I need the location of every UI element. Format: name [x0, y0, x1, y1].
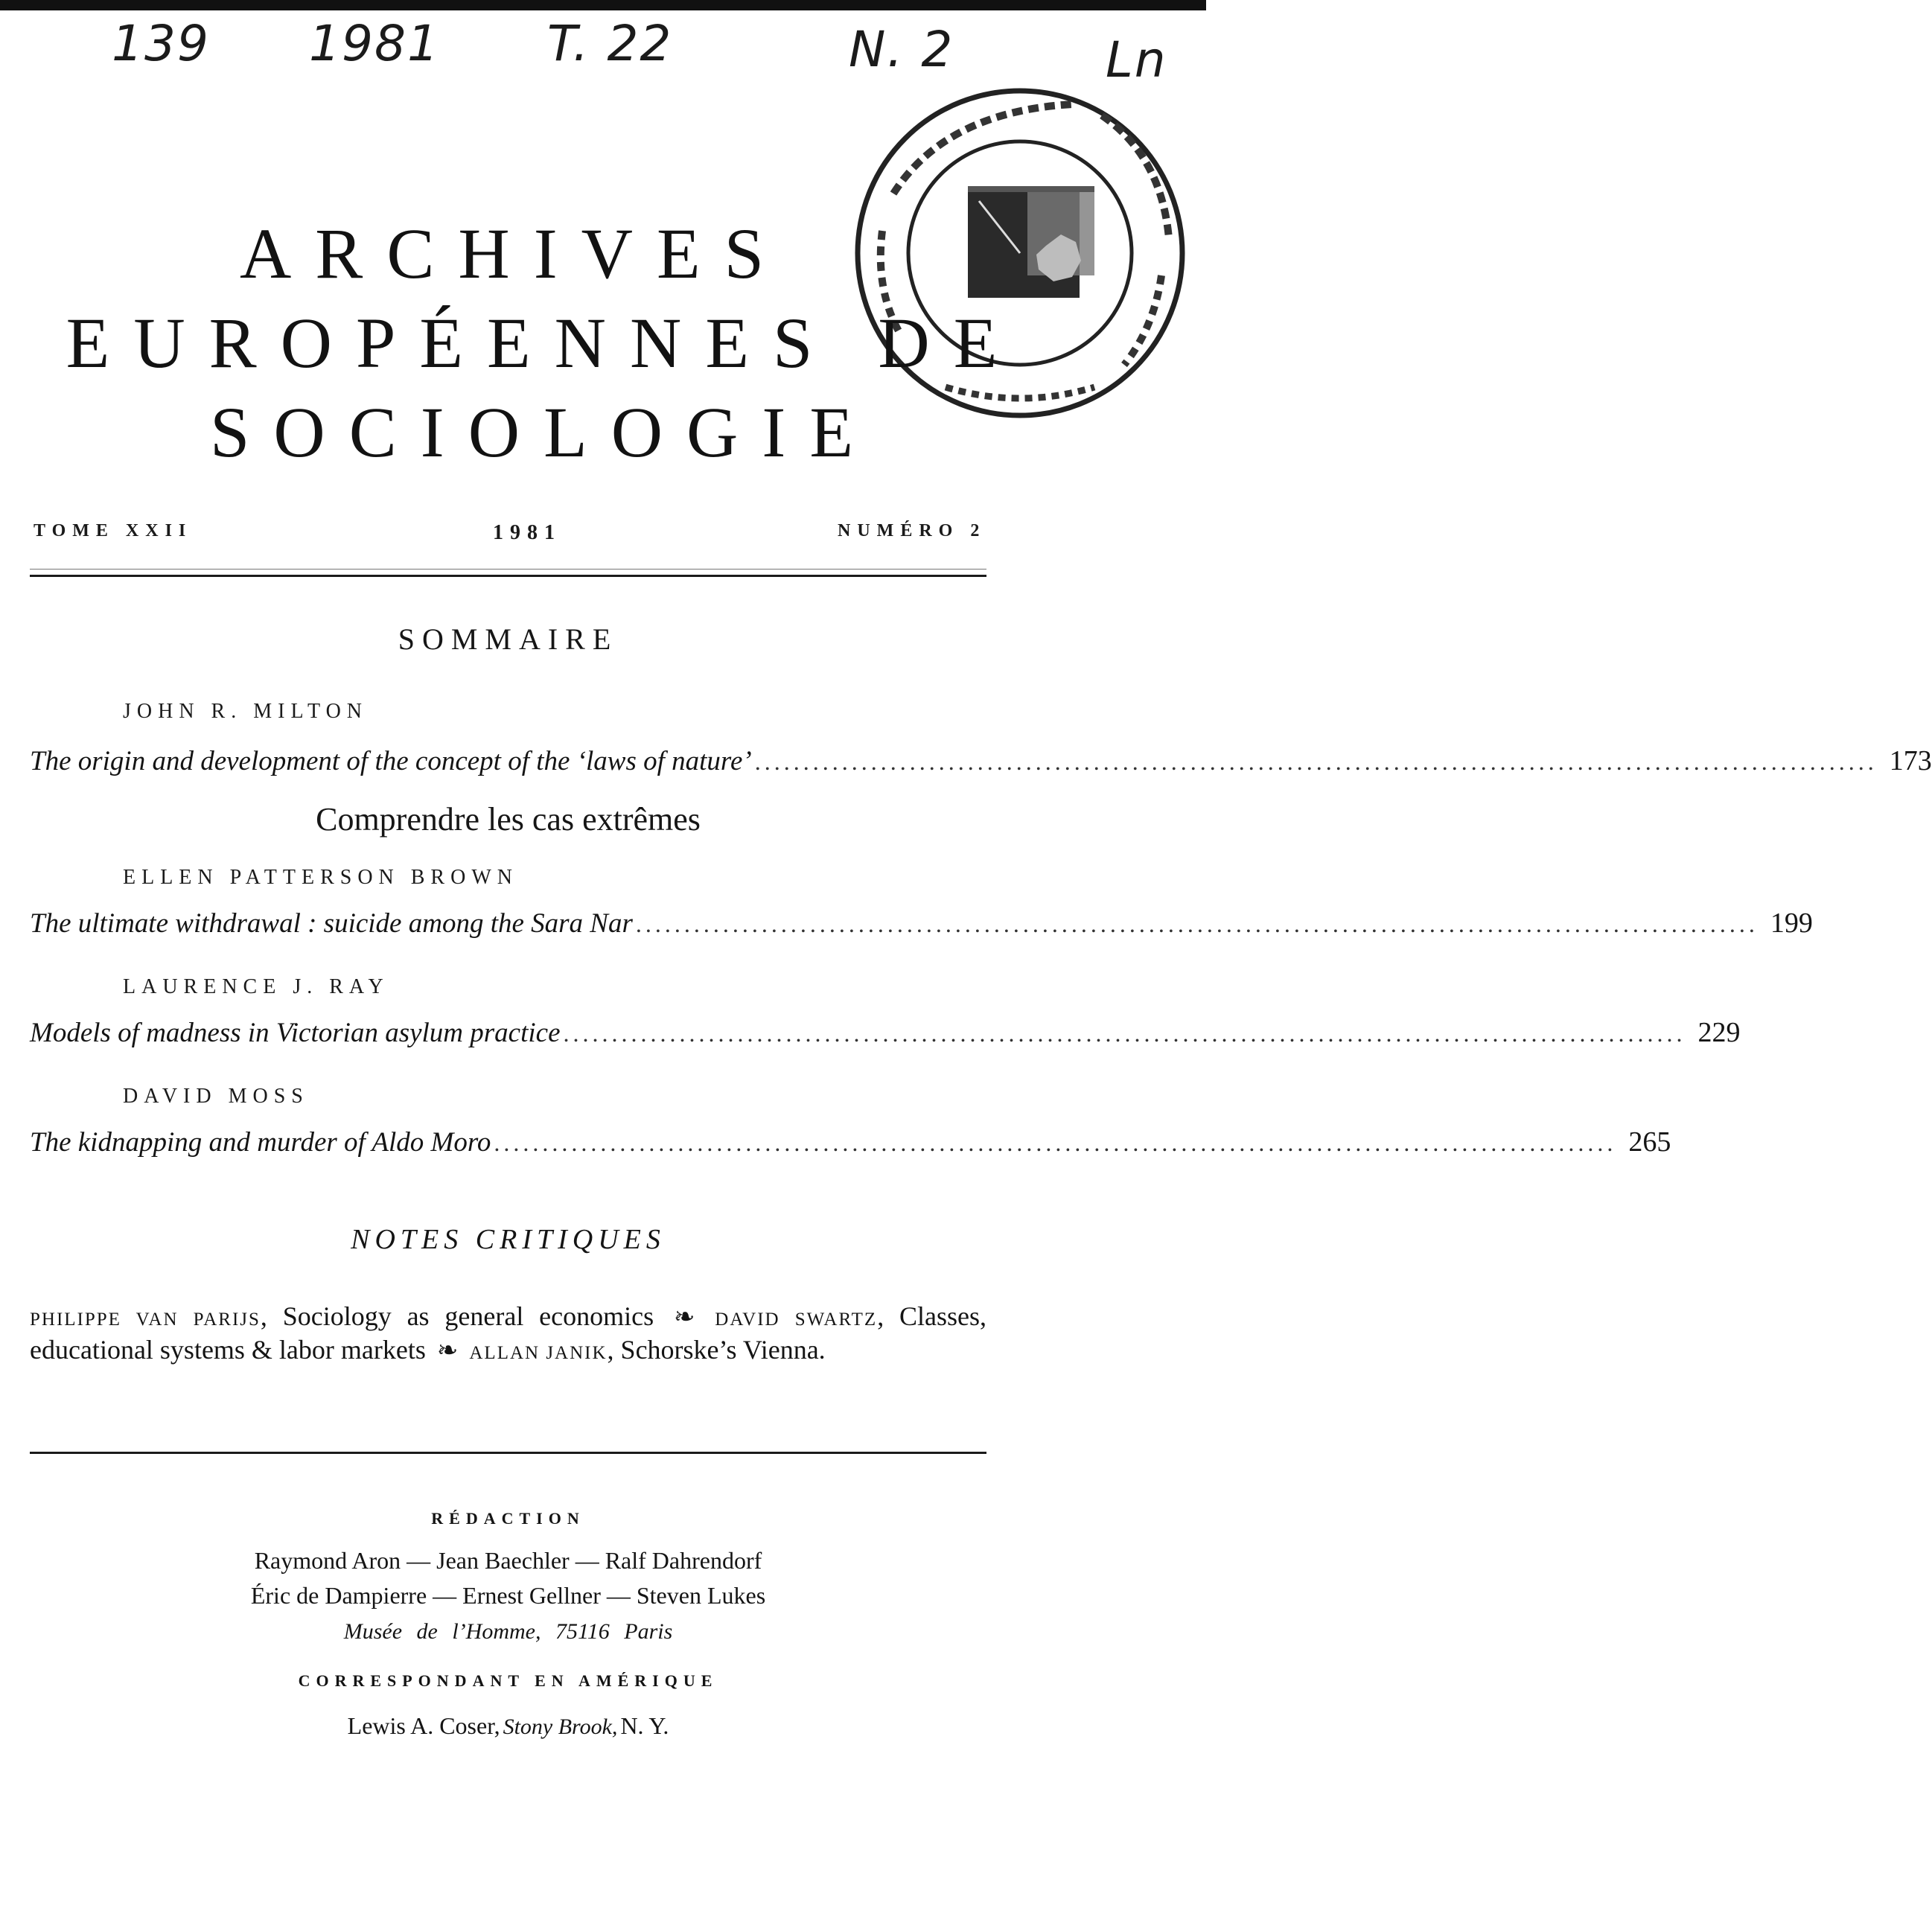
- sommaire-heading: SOMMAIRE: [398, 622, 619, 656]
- redaction-names-line-1: [30, 1547, 986, 1575]
- notes-critiques-heading: NOTES CRITIQUES: [351, 1224, 666, 1255]
- leader-dots: ....................................................................................................................: [754, 748, 1878, 775]
- toc-entry-2: [30, 907, 1813, 951]
- correspondent-place: Stony Brook,: [503, 1714, 618, 1739]
- correspondent-state: N. Y.: [620, 1712, 669, 1739]
- leader-dots: ....................................................................................................................: [494, 1129, 1617, 1156]
- top-border: [0, 0, 1206, 10]
- toc-author-3: LAURENCE J. RAY: [123, 975, 389, 998]
- masthead-rule-thin: [30, 569, 986, 570]
- notes-critiques-paragraph: PHILIPPE VAN PARIJS, Sociology as general economics ❧ DAVID SWARTZ, Classes, educational systems & labor markets ❧ ALLAN JANIK, Schorske’s Vienna.: [30, 1301, 987, 1365]
- leader-dots: ....................................................................................................................: [635, 910, 1759, 937]
- note-author-3: ALLAN JANIK: [469, 1343, 608, 1363]
- toc-author-1: JOHN R. MILTON: [123, 700, 369, 723]
- toc-page-2: 199: [1770, 907, 1813, 939]
- separator-icon: ❧: [436, 1337, 459, 1365]
- journal-title-line-2: EUROPÉENNES DE: [66, 303, 1021, 383]
- toc-author-4: DAVID MOSS: [123, 1085, 309, 1108]
- year-label: 1981: [493, 521, 561, 544]
- toc-page-3: 229: [1697, 1017, 1741, 1048]
- toc-entry-4: [30, 1126, 1671, 1170]
- redaction-rule: [30, 1452, 986, 1454]
- redaction-names-line-2: [30, 1582, 986, 1610]
- toc-title-2: The ultimate withdrawal : suicide among the Sara Nar: [30, 908, 633, 939]
- toc-title-4: The kidnapping and murder of Aldo Moro: [30, 1127, 491, 1158]
- toc-page-4: 265: [1628, 1126, 1671, 1158]
- handwritten-numero: N. 2: [849, 21, 954, 78]
- handwritten-tome: T. 22: [547, 15, 673, 72]
- toc-entry-3: [30, 1016, 1741, 1061]
- note-author-2: DAVID SWARTZ: [715, 1310, 878, 1330]
- note-title-2: Classes, educational systems & labor markets: [30, 1301, 987, 1365]
- section-title: Comprendre les cas extrêmes: [316, 801, 701, 838]
- correspondent-line: [30, 1712, 986, 1740]
- redaction-address: Musée de l’Homme, 75116 Paris: [343, 1619, 673, 1644]
- note-author-1: PHILIPPE VAN PARIJS: [30, 1310, 261, 1330]
- correspondent-label: CORRESPONDANT EN AMÉRIQUE: [298, 1671, 718, 1690]
- toc-entry-1: [30, 744, 1932, 789]
- handwritten-code: Ln: [1106, 31, 1167, 89]
- redaction-label-text: RÉDACTION: [431, 1509, 585, 1528]
- toc-author-2: ELLEN PATTERSON BROWN: [123, 866, 518, 889]
- leader-dots: ....................................................................................................................: [563, 1020, 1686, 1047]
- note-title-1: Sociology as general economics: [282, 1301, 654, 1331]
- redaction-names-1: Raymond Aron — Jean Baechler — Ralf Dahrendorf: [254, 1547, 762, 1574]
- numero-label: NUMÉRO 2: [838, 521, 986, 540]
- journal-title-line-1: ARCHIVES: [239, 214, 788, 293]
- correspondent-label-line: [30, 1671, 986, 1691]
- handwritten-year: 1981: [309, 15, 440, 72]
- journal-title-line-3: SOCIOLOGIE: [210, 392, 877, 472]
- handwritten-number: 139: [112, 15, 210, 72]
- correspondent-name: Lewis A. Coser,: [347, 1712, 500, 1739]
- toc-title-3: Models of madness in Victorian asylum practice: [30, 1018, 561, 1048]
- toc-title-1: The origin and development of the concept of the ‘laws of nature’: [30, 746, 752, 776]
- separator-icon: ❧: [673, 1304, 695, 1331]
- masthead-rule: [30, 575, 986, 577]
- note-title-3: Schorske’s Vienna.: [620, 1335, 826, 1365]
- redaction-names-2: Éric de Dampierre — Ernest Gellner — Steven Lukes: [250, 1582, 766, 1609]
- redaction-label: [30, 1509, 986, 1528]
- tome-label: TOME XXII: [34, 521, 193, 540]
- toc-page-1: 173: [1889, 745, 1932, 776]
- redaction-address-line: [30, 1619, 986, 1645]
